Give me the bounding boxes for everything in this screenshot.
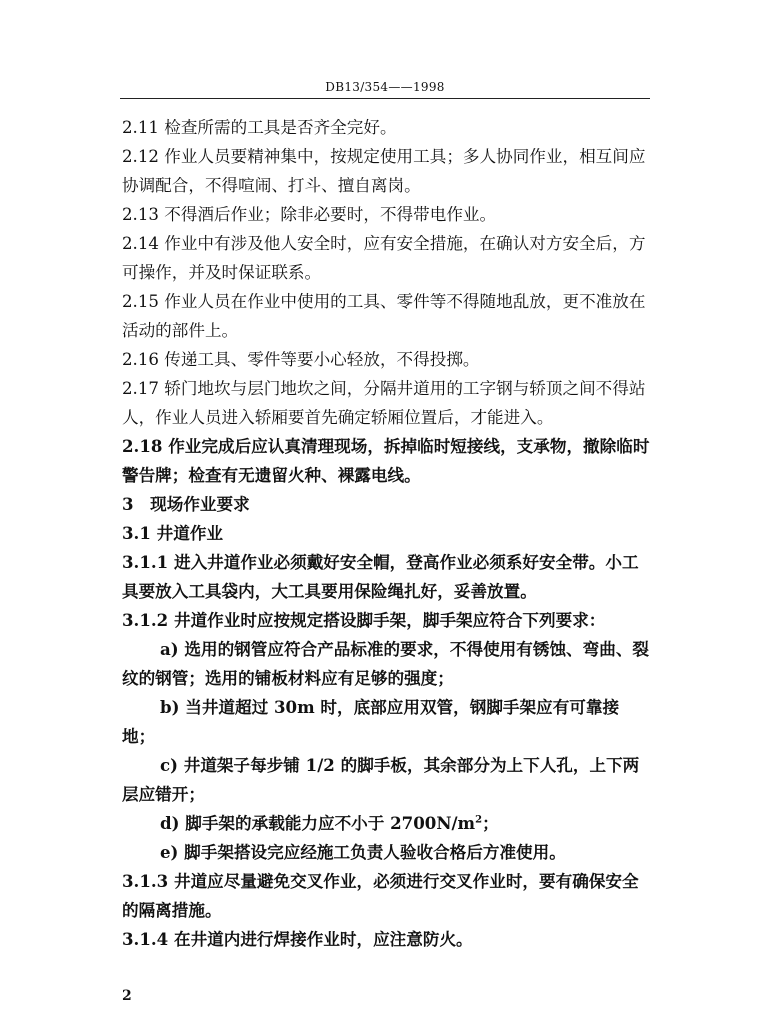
item-e: e) 脚手架搭设完应经施工负责人验收合格后方准使用。 (160, 842, 566, 862)
running-header: DB13/354——1998 (325, 80, 445, 94)
section-heading-3: 3 现场作业要求 (122, 494, 250, 514)
item-d-exponent: 2 (475, 814, 483, 826)
clause-2-16: 2.16 传递工具、零件等要小心轻放，不得投掷。 (122, 350, 480, 369)
page-number: 2 (122, 988, 132, 1004)
item-d (122, 809, 650, 838)
clause-2-17: 2.17 轿门地坎与层门地坎之间，分隔井道用的工字钢与轿顶之间不得站人，作业人员进入轿厢要首先确定轿厢位置后，才能进入。 (122, 379, 646, 427)
clause-2-11: 2.11 检查所需的工具是否齐全完好。 (122, 118, 397, 137)
clause-2-15: 2.15 作业人员在作业中使用的工具、零件等不得随地乱放，更不准放在活动的部件上。 (122, 292, 646, 340)
clause-2-14: 2.14 作业中有涉及他人安全时，应有安全措施，在确认对方安全后，方可操作，并及时保证联系。 (122, 234, 646, 282)
section-heading-3-1: 3.1 井道作业 (122, 523, 224, 543)
item-b: b) 当井道超过 30m 时，底部应用双管，钢脚手架应有可靠接地； (122, 697, 620, 746)
clause-2-13: 2.13 不得酒后作业；除非必要时，不得带电作业。 (122, 205, 497, 224)
item-c: c) 井道架子每步铺 1/2 的脚手板，其余部分为上下人孔，上下两层应错开； (122, 755, 640, 804)
page-body (122, 113, 650, 954)
item-a: a) 选用的钢管应符合产品标准的要求，不得使用有锈蚀、弯曲、裂纹的钢管；选用的铺板材料应有足够的强度； (122, 639, 650, 688)
clause-2-18: 2.18 作业完成后应认真清理现场，拆掉临时短接线，支承物，撤除临时警告牌；检查有无遗留火种、裸露电线。 (122, 436, 650, 485)
clause-3-1-4: 3.1.4 在井道内进行焊接作业时，应注意防火。 (122, 929, 473, 949)
clause-3-1-1: 3.1.1 进入井道作业必须戴好安全帽，登高作业必须系好安全带。小工具要放入工具袋内，大工具要用保险绳扎好，妥善放置。 (122, 552, 639, 601)
clause-3-1-2: 3.1.2 井道作业时应按规定搭设脚手架，脚手架应符合下列要求： (122, 610, 606, 630)
clause-3-1-3: 3.1.3 井道应尽量避免交叉作业，必须进行交叉作业时，要有确保安全的隔离措施。 (122, 871, 639, 920)
item-d-end: ； (482, 813, 499, 833)
header-rule (120, 98, 650, 99)
clause-2-12: 2.12 作业人员要精神集中，按规定使用工具；多人协同作业，相互间应协调配合，不得喧闹、打斗、擅自离岗。 (122, 147, 646, 195)
item-d-text: d) 脚手架的承载能力应不小于 2700N/m (160, 813, 476, 833)
